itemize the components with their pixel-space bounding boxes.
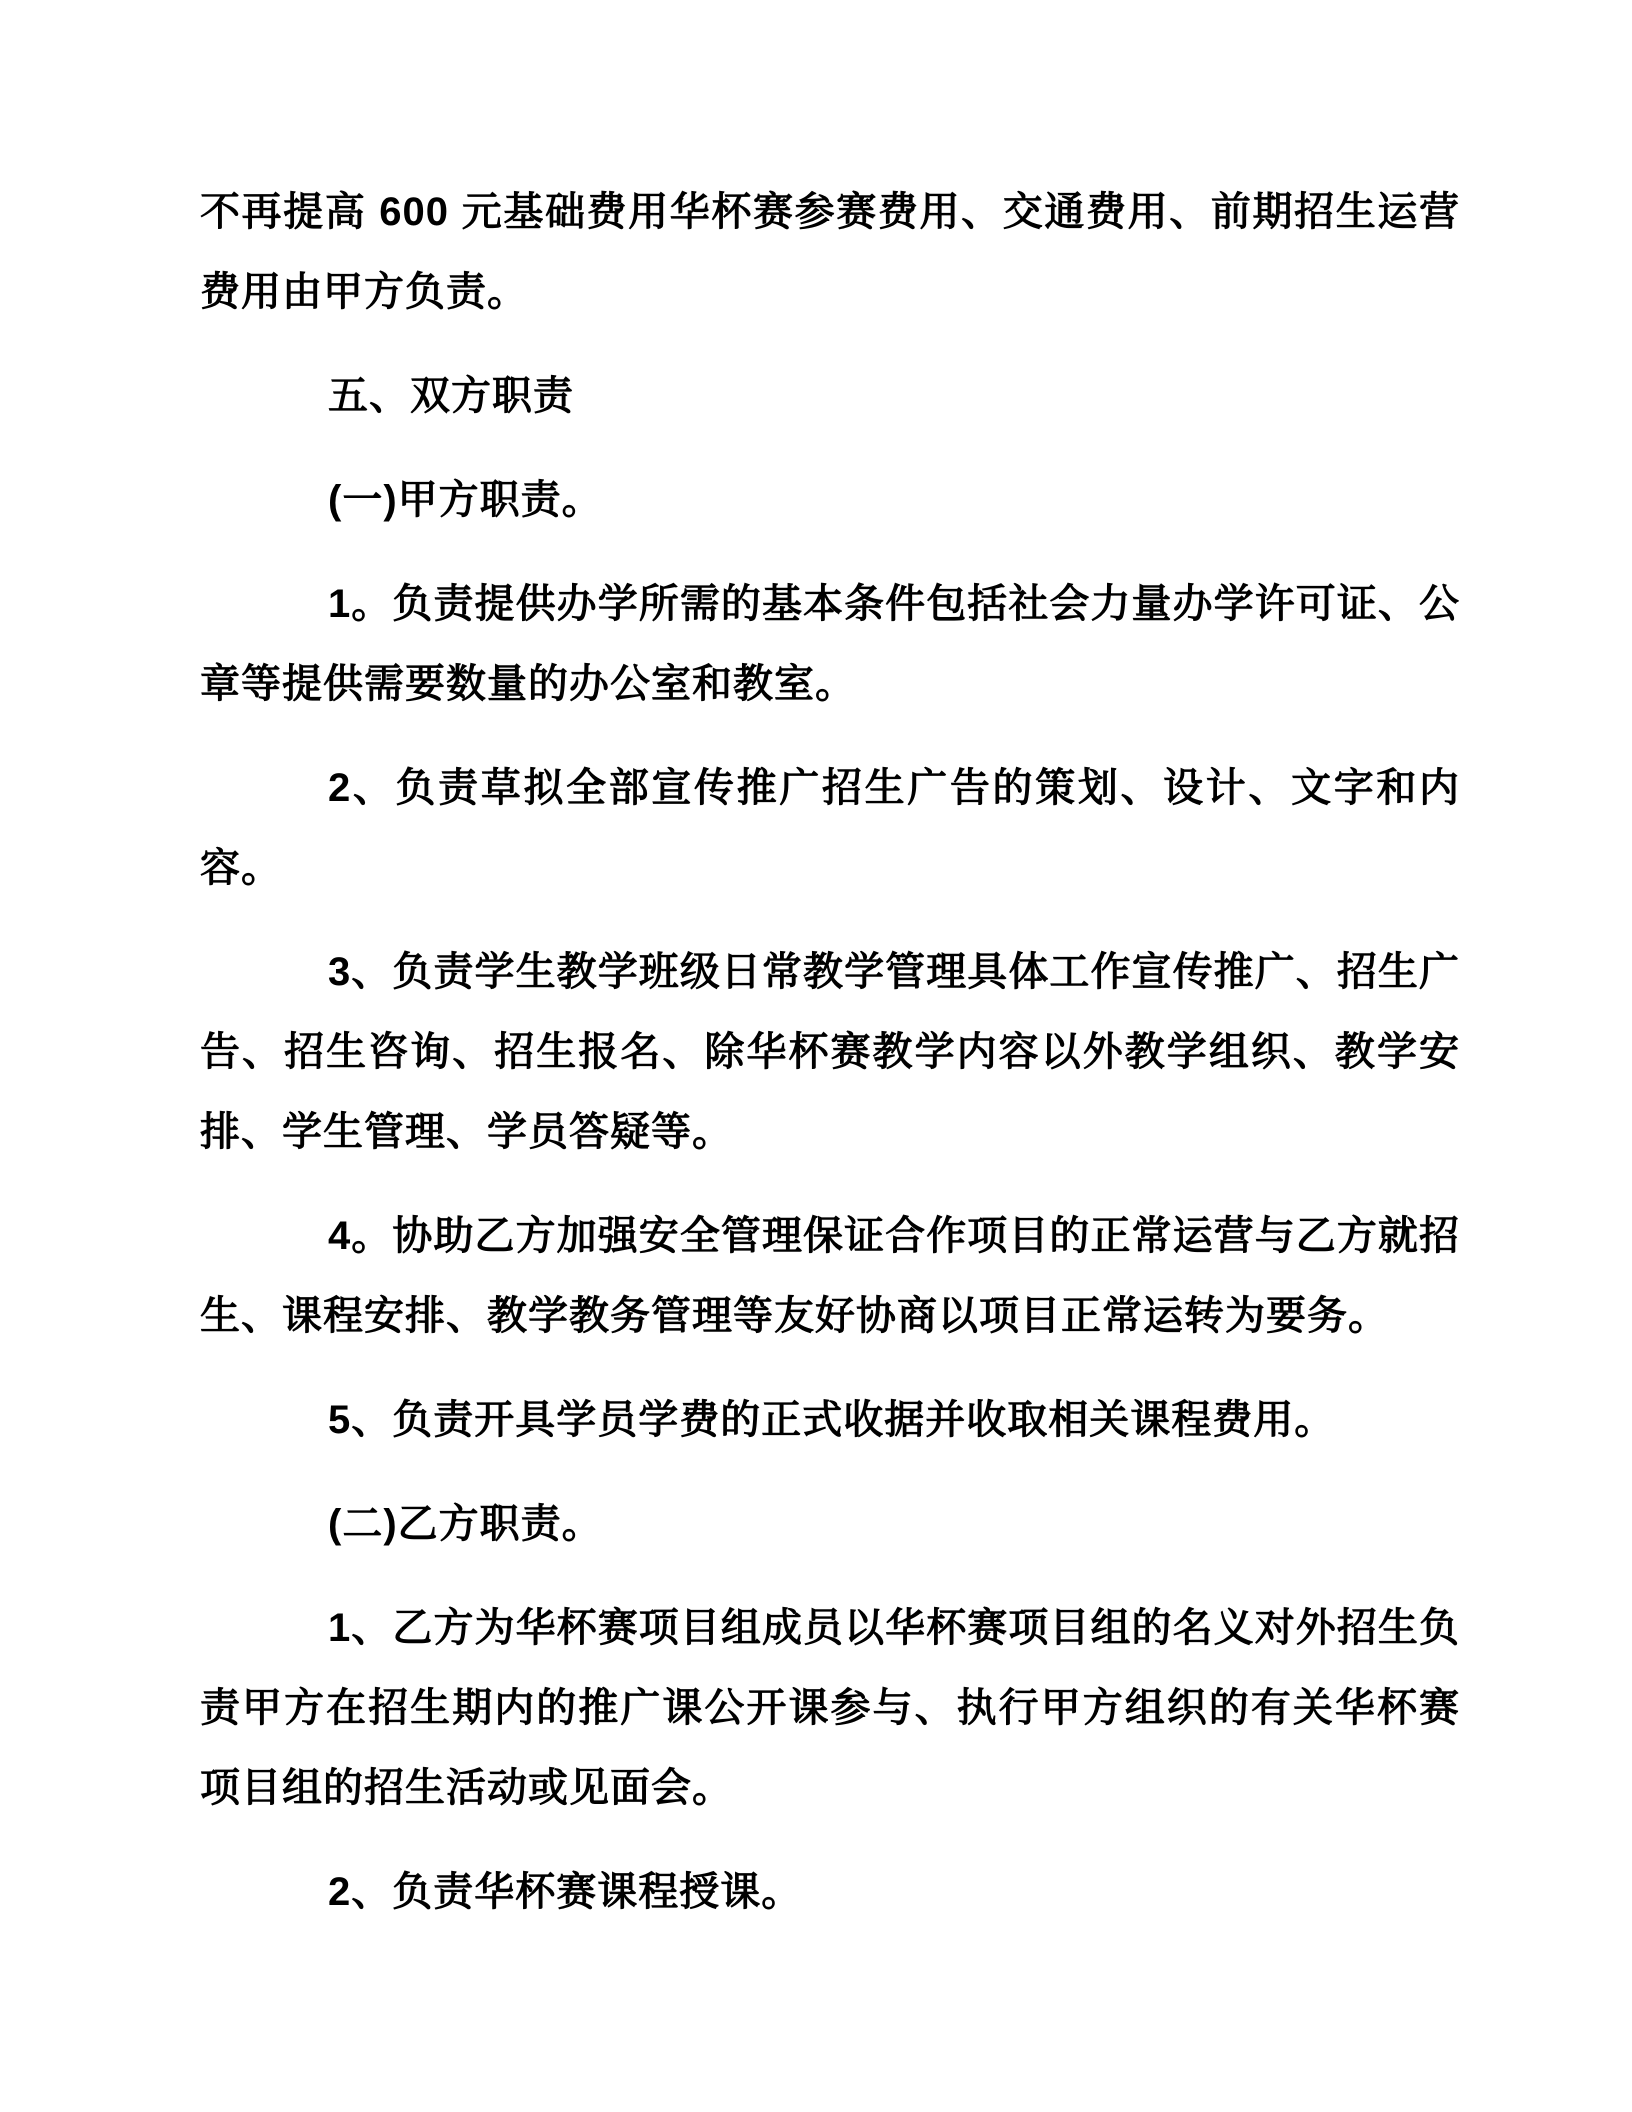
party-a-duty-item-3: 3、负责学生教学班级日常教学管理具体工作宣传推广、招生广告、招生咨询、招生报名、除华杯赛教学内容以外教学组织、教学安排、学生管理、学员答疑等。: [200, 950, 1460, 1154]
section-heading-duties: 五、双方职责: [328, 374, 574, 418]
party-a-duty-item-4: 4。协助乙方加强安全管理保证合作项目的正常运营与乙方就招生、课程安排、教学教务管理等友好协商以项目正常运转为要务。: [200, 1214, 1460, 1338]
paragraph-fee-continuation: 不再提高 600 元基础费用华杯赛参赛费用、交通费用、前期招生运营费用由甲方负责。: [200, 190, 1460, 314]
party-a-duty-item-2: 2、负责草拟全部宣传推广招生广告的策划、设计、文字和内容。: [200, 766, 1460, 890]
party-b-duty-item-1: 1、乙方为华杯赛项目组成员以华杯赛项目组的名义对外招生负责甲方在招生期内的推广课公开课参与、执行甲方组织的有关华杯赛项目组的招生活动或见面会。: [200, 1606, 1460, 1810]
document-body: [200, 172, 1460, 1932]
subsection-heading-party-b-duties: (二)乙方职责。: [328, 1502, 603, 1546]
party-a-duty-item-5: 5、负责开具学员学费的正式收据并收取相关课程费用。: [328, 1398, 1336, 1442]
subsection-heading-party-a-duties: (一)甲方职责。: [328, 478, 603, 522]
party-a-duty-item-1: 1。负责提供办学所需的基本条件包括社会力量办学许可证、公章等提供需要数量的办公室和教室。: [200, 582, 1460, 706]
party-b-duty-item-2: 2、负责华杯赛课程授课。: [328, 1870, 803, 1914]
